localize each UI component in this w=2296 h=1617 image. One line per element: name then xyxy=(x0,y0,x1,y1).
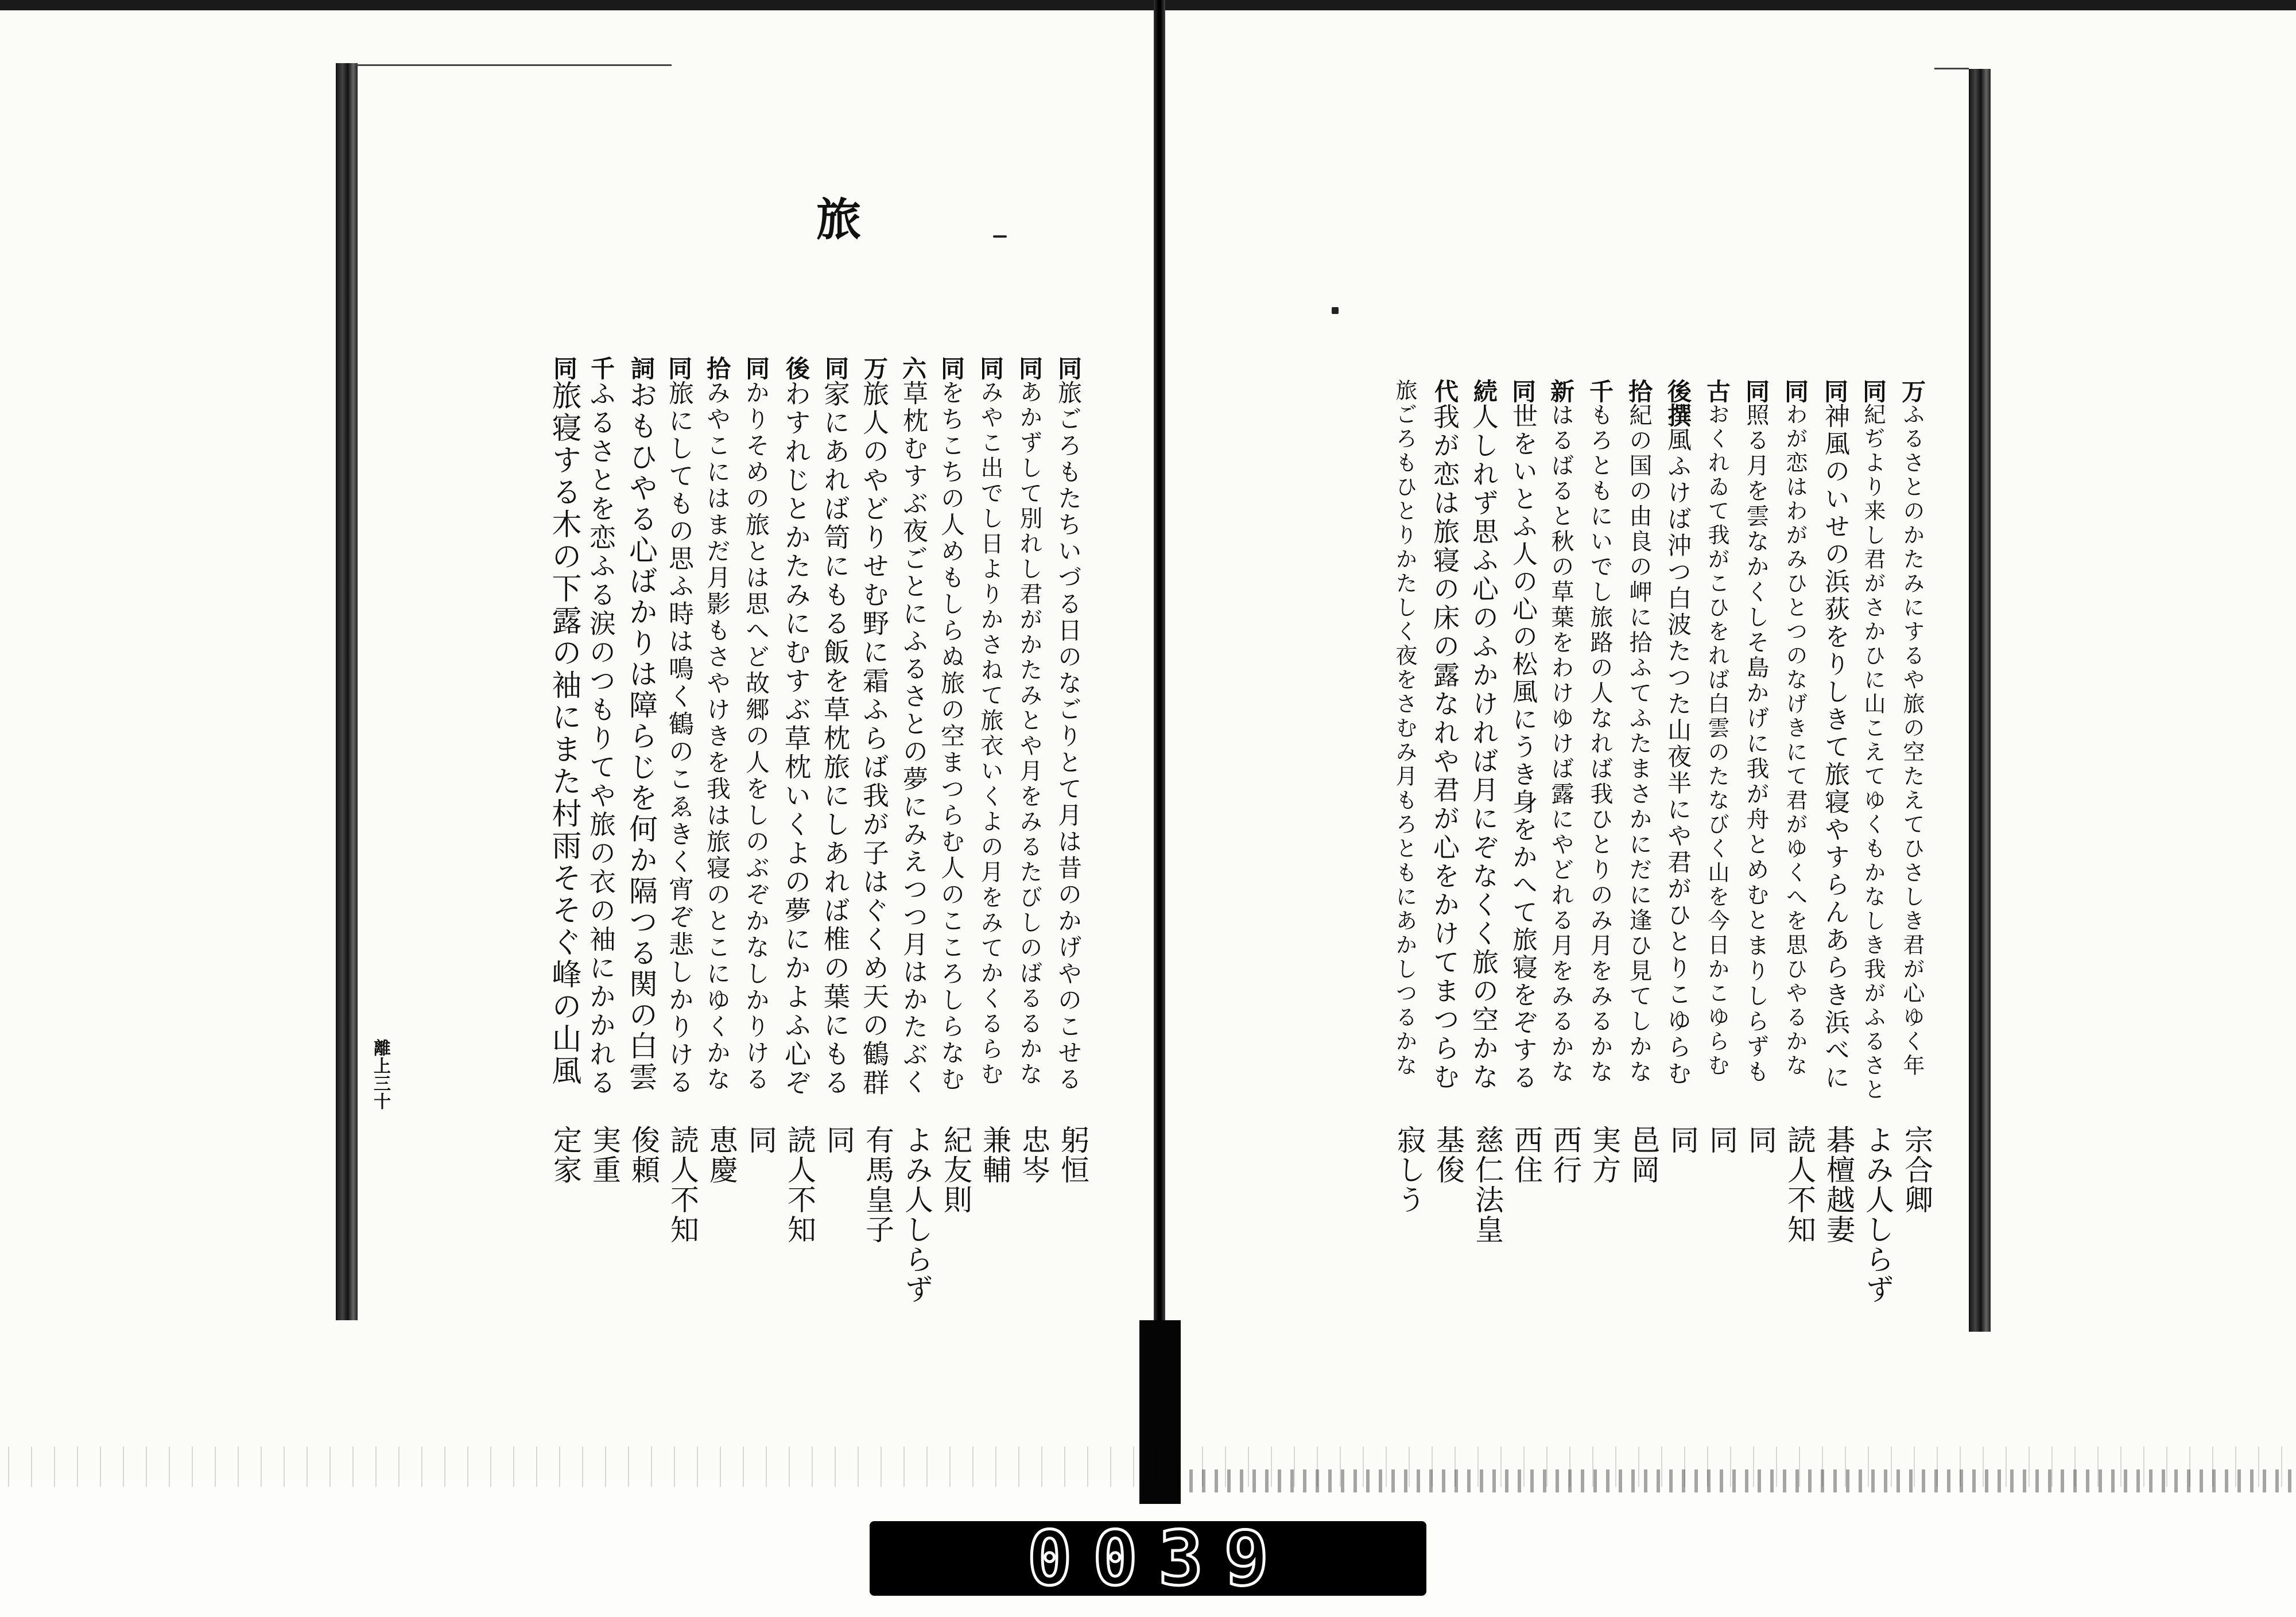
poem-column xyxy=(1627,379,1651,1085)
anthology-label: 代 xyxy=(1431,379,1459,403)
anthology-label: 千 xyxy=(1586,379,1614,403)
poem-author: 俊頼 xyxy=(627,1125,660,1185)
scan-top-edge xyxy=(0,0,2296,10)
poem-text: 神風のいせの浜荻をりしきて旅寝やすらんあらき浜べに xyxy=(1820,403,1849,1092)
poem-author: 実方 xyxy=(1588,1125,1621,1185)
poem-column xyxy=(1705,379,1729,1078)
poem-text: 紀の国の由良の岬に拾ふてふたまさかにだに逢ひ見てしかな xyxy=(1626,403,1652,1085)
poem-column xyxy=(1393,379,1417,1078)
poem-text: 旅にしてもの思ふ時は鳴く鶴のこゑきく宵ぞ悲しかりける xyxy=(664,380,693,1096)
anthology-label: 千 xyxy=(587,356,615,380)
poem-author: 読人不知 xyxy=(783,1125,816,1244)
poem-column xyxy=(1861,379,1885,1102)
poem-column xyxy=(1900,379,1924,1078)
poem-text: みやこにはまだ月影もさやけきを我は旅寝のとこにゆくかな xyxy=(703,380,731,1093)
poem-column xyxy=(1468,379,1499,1092)
poem-column xyxy=(939,356,963,1093)
poem-author: 宗合卿 xyxy=(1900,1125,1933,1215)
poem-author: よみ人しらず xyxy=(900,1125,933,1304)
poem-author: 読人不知 xyxy=(1783,1125,1816,1244)
folio-mark: 離上三十 xyxy=(370,1039,390,1110)
poem-author: 実重 xyxy=(588,1125,621,1185)
poem-text: 旅人のやどりせむ野に霜ふらば我が子はぐくめ天の鶴群 xyxy=(859,380,890,1098)
anthology-label: 万 xyxy=(1898,379,1926,403)
poem-author: 邑岡 xyxy=(1627,1125,1660,1185)
bottom-smudge-right xyxy=(1177,1469,2296,1492)
poem-author: 読人不知 xyxy=(666,1125,699,1244)
anthology-label: 同 xyxy=(1781,379,1809,403)
poem-column xyxy=(744,356,768,1093)
poem-column xyxy=(627,356,656,1093)
anthology-label: 続 xyxy=(1470,379,1498,403)
poem-author: 躬恒 xyxy=(1056,1125,1089,1185)
poem-text: 風ふけば沖つ白波たつた山夜半にや君がひとりこゆらむ xyxy=(1664,427,1692,1087)
poem-column xyxy=(1588,379,1612,1085)
poem-author: 兼輔 xyxy=(978,1125,1011,1185)
poem-text: はるばると秋の草葉をわけゆけば露にやどれる月をみるかな xyxy=(1548,403,1574,1085)
poem-column xyxy=(859,356,890,1098)
poem-text: みやこ出でし日よりかさねて旅衣いくよの月をみてかくるらむ xyxy=(977,380,1003,1087)
right-page-edge xyxy=(1969,69,1991,1332)
poem-author: 西住 xyxy=(1510,1125,1543,1185)
poem-column xyxy=(705,356,729,1093)
poem-text: をちこちの人めもしらぬ旅の空まつらむ人のこころしらなむ xyxy=(937,380,965,1093)
poem-column xyxy=(1015,356,1044,1087)
poem-column xyxy=(1744,379,1768,1085)
poem-text: ふるさとを恋ふる涙のつもりてや旅の衣の袖にかかれる xyxy=(585,380,616,1098)
poem-text: 紀ぢより来し君がさかひに山こえてゆくもかなしき我がふるさと xyxy=(1860,403,1886,1102)
poem-text: 人しれず思ふ心のふかければ月にぞなくく旅の空かな xyxy=(1468,403,1499,1092)
right-page xyxy=(1165,10,2296,1480)
poem-author: 基俊 xyxy=(1432,1125,1465,1185)
anthology-label: 同 xyxy=(742,356,770,380)
anthology-label: 同 xyxy=(1054,356,1083,380)
anthology-label: 古 xyxy=(1703,379,1731,403)
anthology-label: 同 xyxy=(1742,379,1770,403)
anthology-label: 同 xyxy=(1508,379,1537,403)
anthology-label: 拾 xyxy=(703,356,731,380)
left-page-top-line xyxy=(356,64,672,66)
poem-text: わが恋はわがみひとつのなげきにて君がゆくへを思ひやるかな xyxy=(1782,403,1808,1078)
poem-author: 碁檀越妻 xyxy=(1822,1125,1855,1244)
poem-author: 寂しう xyxy=(1393,1125,1426,1215)
poem-text: 旅寝する木の下露の袖にまた村雨そそぐ峰の山風 xyxy=(546,380,581,1087)
right-page-top-line xyxy=(1934,68,1969,69)
anthology-label: 後撰 xyxy=(1664,379,1692,427)
poem-text: 旅ごろもたちいづる日のなごりとて月は昔のかげやのこせる xyxy=(1054,380,1083,1093)
poem-column xyxy=(666,356,691,1096)
poem-column xyxy=(1666,379,1690,1087)
anthology-label: 同 xyxy=(1015,356,1044,380)
poem-text: もろともにいでし旅路の人なれば我ひとりのみ月をみるかな xyxy=(1587,403,1613,1085)
poem-author: 西行 xyxy=(1549,1125,1582,1185)
anthology-label: 万 xyxy=(860,356,889,380)
poem-text: かりそめの旅とは思へど故郷の人をしのぶぞかなしかりける xyxy=(742,380,770,1093)
poem-column xyxy=(978,356,1002,1087)
book-gutter xyxy=(1154,0,1165,1504)
anthology-label: 同 xyxy=(665,356,693,380)
anthology-label: 同 xyxy=(1859,379,1887,403)
poem-text: 旅ごろもひとりかたしく夜をさむみ月もろともにあかしつるかな xyxy=(1392,379,1417,1078)
ink-stroke xyxy=(993,235,1007,238)
poem-author: 忠岑 xyxy=(1017,1125,1050,1185)
anthology-label: 詞 xyxy=(627,356,656,380)
poem-author: 同 xyxy=(1744,1125,1777,1155)
poem-column xyxy=(781,356,812,1098)
poem-column xyxy=(1054,356,1083,1093)
ink-speck xyxy=(1332,307,1339,314)
poem-text: 世をいとふ人の心の松風にうき身をかへて旅寝をぞする xyxy=(1508,403,1537,1092)
poem-column xyxy=(1822,379,1847,1092)
poem-text: 照る月を雲なかくしそ島かげに我が舟とめむとまりしらずも xyxy=(1743,403,1769,1085)
anthology-label: 同 xyxy=(976,356,1004,380)
poem-column xyxy=(585,356,616,1098)
poem-author: 同 xyxy=(1705,1125,1738,1155)
poem-column xyxy=(898,356,928,1096)
poem-text: 家にあれば笥にもる飯を草枕旅にしあれば椎の葉にもる xyxy=(820,380,851,1098)
page-number: 0039 xyxy=(1027,1515,1290,1602)
anthology-label: 拾 xyxy=(1625,379,1653,403)
poem-author: 同 xyxy=(744,1125,777,1155)
poem-text: わすれじとかたみにむすぶ草枕いくよの夢にかよふ心ぞ xyxy=(781,380,812,1098)
anthology-label: 六 xyxy=(899,356,927,380)
poem-text: おもひやる心ばかりは障らじを何か隔つる関の白雲 xyxy=(625,380,658,1093)
anthology-label: 新 xyxy=(1547,379,1575,403)
poem-author: 定家 xyxy=(549,1125,582,1185)
poem-text: あかずして別れし君がかたみとや月をみるたびしのばるるかな xyxy=(1016,380,1042,1087)
poem-author: 紀友則 xyxy=(939,1125,972,1215)
poem-column xyxy=(1549,379,1573,1085)
poem-author: 慈仁法皇 xyxy=(1471,1125,1504,1244)
poem-column xyxy=(820,356,851,1098)
poem-text: おくれゐて我がこひをれば白雲のたなびく山を今日かこゆらむ xyxy=(1704,403,1729,1078)
section-title: 旅 xyxy=(809,196,861,241)
poem-author: 同 xyxy=(1666,1125,1699,1155)
poem-author: 同 xyxy=(822,1125,855,1155)
poem-author: 恵慶 xyxy=(705,1125,738,1185)
poem-text: ふるさとのかたみにするや旅の空たえてひさしき君が心ゆく年 xyxy=(1899,403,1925,1078)
anthology-label: 後 xyxy=(782,356,810,380)
anthology-label: 同 xyxy=(550,356,578,380)
poem-column xyxy=(546,356,581,1087)
page-number-label xyxy=(870,1515,1426,1602)
poem-author: よみ人しらず xyxy=(1861,1125,1894,1304)
anthology-label: 同 xyxy=(937,356,965,380)
poem-text: 草枕むすぶ夜ごとにふるさとの夢にみえつつ月はかたぶく xyxy=(898,380,928,1096)
poem-column xyxy=(1510,379,1535,1092)
left-page-edge xyxy=(336,63,358,1320)
poem-author: 有馬皇子 xyxy=(861,1125,894,1244)
anthology-label: 同 xyxy=(821,356,850,380)
poem-column xyxy=(1783,379,1807,1078)
poem-text: 我が恋は旅寝の床の露なれや君が心をかけてまつらむ xyxy=(1429,403,1460,1092)
anthology-label: 同 xyxy=(1821,379,1849,403)
poem-column xyxy=(1429,379,1460,1092)
